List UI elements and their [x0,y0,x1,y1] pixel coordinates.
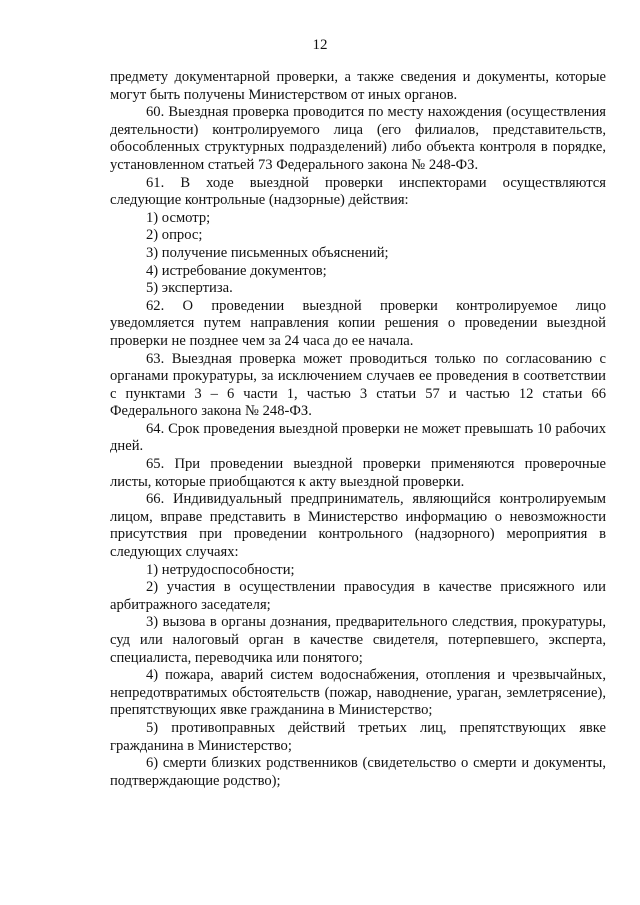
paragraph-continuation: предмету документарной проверки, а также сведения и документы, которые могут быть получены Министерством от иных органов. [110,69,606,103]
paragraph-61: 61. В ходе выездной проверки инспекторами осуществляются следующие контрольные (надзорные) действия: [110,174,606,209]
list-item-61-2: 2) опрос; [146,227,203,244]
list-item-66-3: 3) вызова в органы дознания, предварительного следствия, прокуратуры, суд или налоговый орган в качестве свидетеля, потерпевшего, эксперта, специалиста, переводчика или понятого; [110,614,606,666]
list-item-66-4: 4) пожара, аварий систем водоснабжения, отопления и чрезвычайных, непредотвратимых обстоятельств (пожар, наводнение, ураган, землетрясение), препятствующих явке гражданина в Министерство; [110,667,606,719]
paragraph-62: 62. О проведении выездной проверки контролируемое лицо уведомляется путем направления копии решения о проведении выездной проверки не позднее чем за 24 часа до ее начала. [110,297,606,349]
list-item-66-5: 5) противоправных действий третьих лиц, препятствующих явке гражданина в Министерство; [110,719,606,754]
list-item-61-4: 4) истребование документов; [146,262,327,279]
list-item-61-1: 1) осмотр; [146,209,211,226]
list-item-61-5: 5) экспертиза. [146,280,233,297]
paragraph-66: 66. Индивидуальный предприниматель, являющийся контролируемым лицом, вправе представить в Министерство информацию о невозможности присутствия при проведении контрольного (надзорного) мероприятия в следующих случаях: [110,491,606,561]
page-number: 12 [312,37,328,53]
list-item-66-1: 1) нетрудоспособности; [146,561,295,578]
paragraph-65: 65. При проведении выездной проверки применяются проверочные листы, которые приобщаются к акту выездной проверки. [110,456,606,490]
paragraph-64: 64. Срок проведения выездной проверки не может превышать 10 рабочих дней. [110,420,606,455]
paragraph-63: 63. Выездная проверка может проводиться только по согласованию с органами прокуратуры, за исключением случаев ее проведения в соответствии с пунктами 3 – 6 части 1, частью 3 статьи 57 и частью 12 статьи 66 Федерального закона № 248-ФЗ. [110,350,606,420]
list-item-61-3: 3) получение письменных объяснений; [146,244,389,261]
list-item-66-6: 6) смерти близких родственников (свидетельство о смерти и документы, подтверждающие родство); [110,755,606,789]
list-item-66-2: 2) участия в осуществлении правосудия в качестве присяжного или арбитражного заседателя; [110,579,606,613]
document-body [110,69,606,790]
paragraph-60: 60. Выездная проверка проводится по месту нахождения (осуществления деятельности) контролируемого лица (его филиалов, представительств, обособленных структурных подразделений) либо объекта контроля в порядке, установленном статьей 73 Федерального закона № 248-ФЗ. [110,104,606,173]
